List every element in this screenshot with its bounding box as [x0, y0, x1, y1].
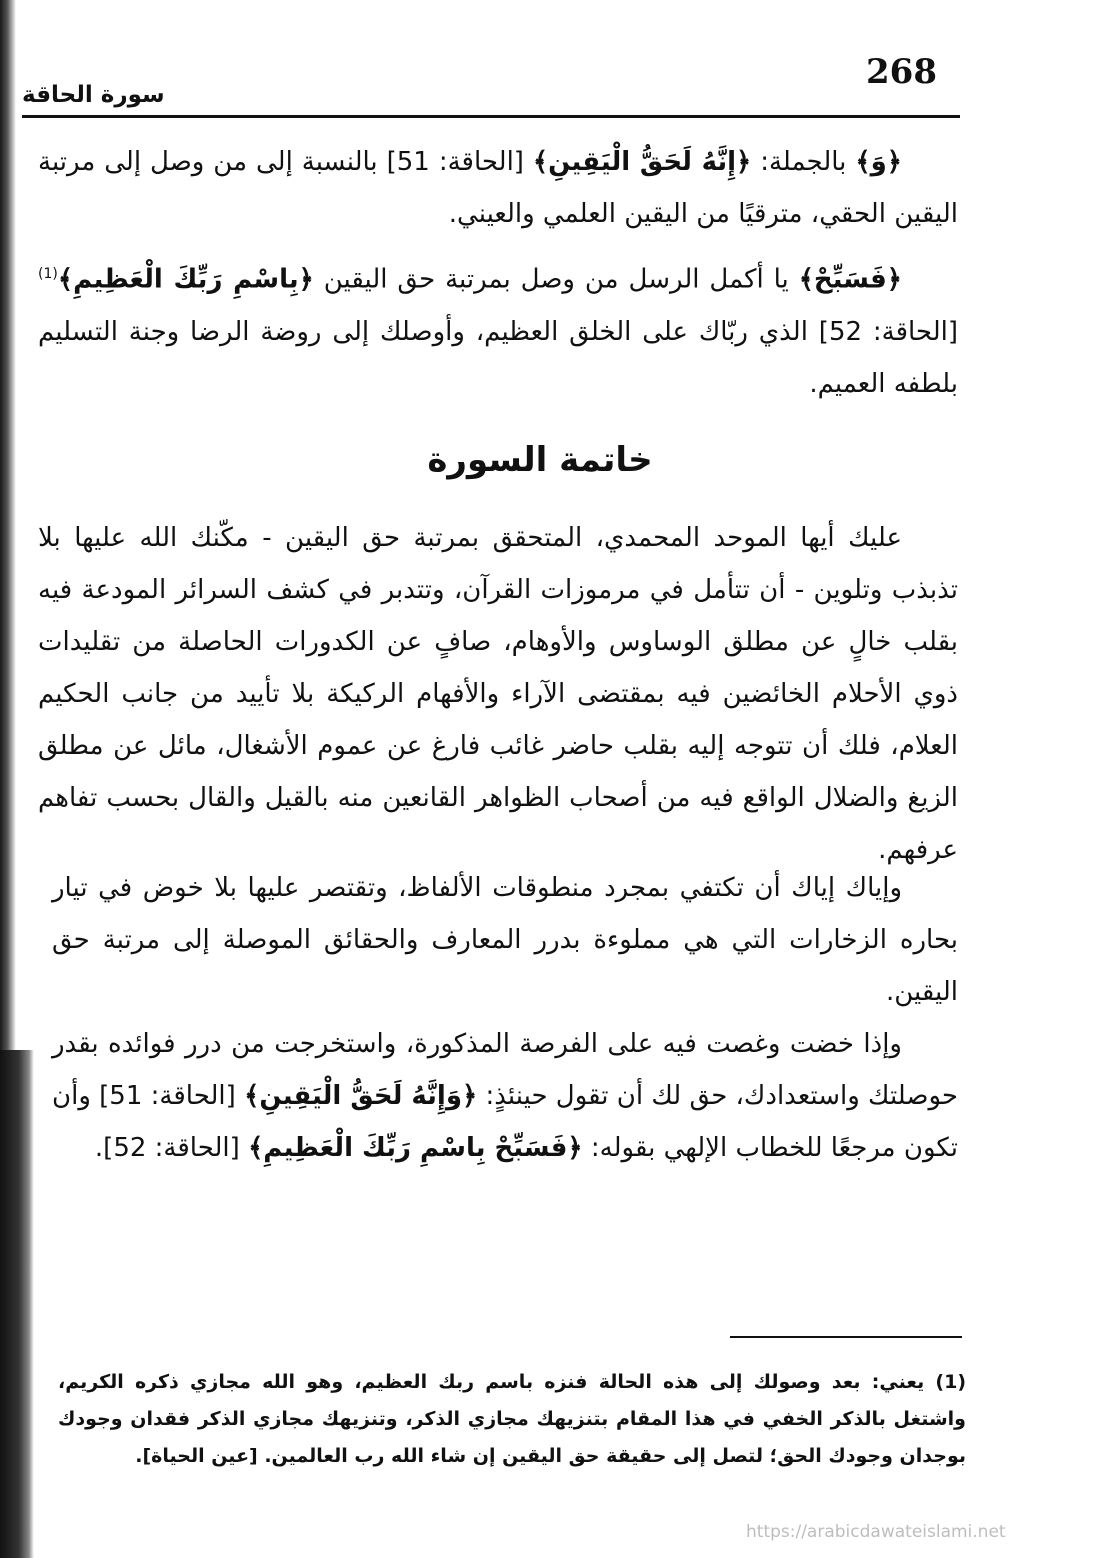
quran-verse: ﴿إِنَّهُ لَحَقُّ الْيَقِينِ﴾ — [532, 147, 752, 177]
footnote-reference: (1) — [38, 266, 58, 282]
footnote-rule — [730, 1336, 962, 1338]
header-rule — [22, 115, 960, 118]
page-number: 268 — [866, 52, 937, 92]
quran-verse: ﴿وَإِنَّهُ لَحَقُّ الْيَقِينِ﴾ — [244, 1081, 478, 1111]
paragraph-text: [الحاقة: 51] بالنسبة إلى من وصل إلى مرتبة اليقين الحقي، مترقيًا من اليقين العلمي والعيني. — [38, 147, 958, 229]
quran-verse: ﴿بِاسْمِ رَبِّكَ الْعَظِيمِ﴾ — [57, 264, 314, 295]
paragraph-text: وإذا خضت وغصت فيه على الفرصة المذكورة، واستخرجت من درر فوائده بقدر حوصلتك واستعدادك، حق لك أن تقول حينئذٍ: — [52, 1029, 958, 1111]
quran-verse: ﴿فَسَبِّحْ بِاسْمِ رَبِّكَ الْعَظِيمِ﴾ — [248, 1133, 583, 1163]
paragraph-text: [الحاقة: 52] الذي ربّاك على الخلق العظيم، وأوصلك إلى روضة الرضا وجنة التسليم بلطفه العميم. — [38, 316, 958, 399]
paragraph-2 — [38, 248, 958, 410]
paragraph-1 — [38, 136, 958, 240]
paragraph-text: [الحاقة: 52]. — [94, 1133, 249, 1163]
footnote: (1) يعني: بعد وصولك إلى هذه الحالة فنزه باسم ربك العظيم، وهو الله مجازي ذكره الكريم، واشتغل بالذكر الخفي في هذا المقام بتنزيهك مجازي الذكر، وتنزيهك مجازي الذكر فقدان وجودك بوجدان وجودك الحق؛ لتصل إلى حقيقة حق اليقين إن شاء الله رب العالمين. [عين الحياة]. — [58, 1371, 966, 1467]
scan-edge-shadow-lower — [0, 1050, 34, 1558]
paragraph-text: [الحاقة: 51] وأن تكون مرجعًا للخطاب الإلهي بقوله: — [52, 1081, 958, 1163]
watermark: https://arabicdawateislami.net — [746, 1522, 1006, 1542]
paragraph-5 — [52, 1018, 958, 1174]
paragraph-4: وإياك إياك أن تكتفي بمجرد منطوقات الألفاظ، وتقتصر عليها بلا خوض في تيار بحاره الزخارات التي هي مملوءة بدرر المعارف والحقائق الموصلة إلى مرتبة حق اليقين. — [52, 873, 958, 1007]
paragraph-3: عليك أيها الموحد المحمدي، المتحقق بمرتبة حق اليقين - مكّنك الله عليها بلا تذبذب وتلوين - أن تتأمل في مرموزات القرآن، وتتدبر في كشف السرائر المودعة فيه بقلب خالٍ عن مطلق الوساوس والأوهام، صافٍ عن الكدورات الحاصلة من تقليدات ذوي الأحلام الخائضين فيه بمقتضى الآراء والأفهام الركيكة بلا تأييد من جانب الحكيم العلام، فلك أن تتوجه إليه بقلب حاضر غائب فارغ عن عموم الأشغال، مائل عن مطلق الزيغ والضلال الواقع فيه من أصحاب الظواهر القانعين منه بالقيل والقال بحسب تفاهم عرفهم. — [38, 523, 958, 865]
paragraph-text: بالجملة: — [751, 147, 856, 177]
running-title: سورة الحاقة — [22, 82, 165, 108]
paragraph-text: يا أكمل الرسل من وصل بمرتبة حق اليقين — [313, 264, 799, 295]
section-heading: خاتمة السورة — [427, 440, 653, 480]
quran-verse: ﴿فَسَبِّحْ﴾ — [798, 264, 902, 295]
quran-verse: ﴿وَ﴾ — [855, 147, 903, 177]
